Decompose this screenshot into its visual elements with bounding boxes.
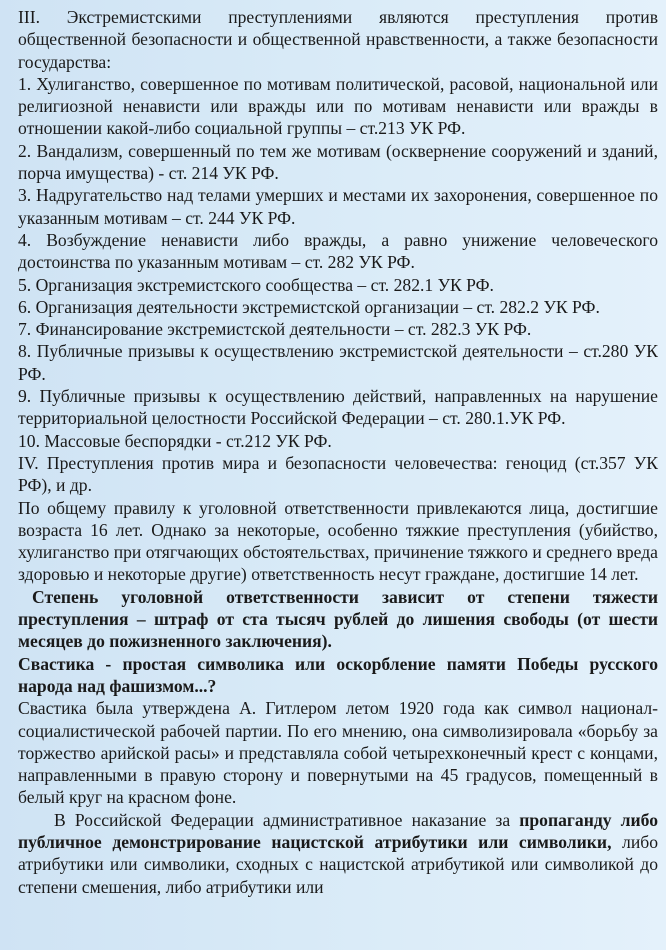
list-item-9: 9. Публичные призывы к осуществлению действий, направленных на нарушение территориальной целостности Российской Федерации – ст. 280.1.УК РФ.	[18, 386, 658, 429]
list-item-4: 4. Возбуждение ненависти либо вражды, а равно унижение человеческого достоинства по указанным мотивам – ст. 282 УК РФ.	[18, 229, 658, 273]
swastika-history-paragraph: Свастика была утверждена А. Гитлером летом 1920 года как символ национал-социалистической рабочей партии. По его мнению, она символизировала «борьбу за торжество арийской расы» и представляла собой четырехконечный крест с концами, направленными в правую сторону и повернутыми на 45 градусов, помещенный в белый круг на красном фоне.	[18, 698, 658, 808]
list-item-10: 10. Массовые беспорядки - ст.212 УК РФ.	[18, 430, 332, 451]
list-item-2: 2. Вандализм, совершенный по тем же мотивам (осквернение сооружений и зданий, порча имущества) - ст. 214 УК РФ.	[18, 140, 658, 184]
admin-text-bold: пропаганду либо публичное демонстрирование нацистской атрибутики или символики,	[18, 809, 658, 852]
swastika-heading: Свастика - простая символика или оскорбление памяти Победы русского народа над фашизмом...?	[18, 653, 658, 696]
list-item-1: 1. Хулиганство, совершенное по мотивам политической, расовой, национальной или религиозной ненависти или вражды или по мотивам ненависти или вражды в отношении какой-либо социальной группы – ст.213 УК РФ.	[18, 73, 658, 139]
list-item-6: 6. Организация деятельности экстремистской организации – ст. 282.2 УК РФ.	[18, 296, 600, 317]
administrative-punishment-paragraph	[18, 809, 658, 898]
list-item-5: 5. Организация экстремистского сообщества – ст. 282.1 УК РФ.	[18, 274, 494, 295]
list-item-3: 3. Надругательство над телами умерших и местами их захоронения, совершенное по указанным мотивам – ст. 244 УК РФ.	[18, 185, 658, 228]
section-four: IV. Преступления против мира и безопасности человечества: геноцид (ст.357 УК РФ), и др.	[18, 452, 658, 496]
admin-text-start: В Российской Федерации административное наказание за	[54, 809, 520, 830]
list-item-8: 8. Публичные призывы к осуществлению экстремистской деятельности – ст.280 УК РФ.	[18, 341, 658, 384]
list-item-7: 7. Финансирование экстремистской деятельности – ст. 282.3 УК РФ.	[18, 319, 532, 340]
admin-text-end: либо атрибутики или символики, сходных с нацистской атрибутикой или символикой до степени смешения, либо атрибутики или	[18, 831, 658, 897]
age-responsibility-paragraph: По общему правилу к уголовной ответственности привлекаются лица, достигшие возраста 16 лет. Однако за некоторые, особенно тяжкие преступления (убийство, хулиганство при отягчающих обстоятельствах, причинение тяжкого и среднего вреда здоровью и некоторые другие) ответственность несут граждане, достигшие 14 лет.	[18, 497, 658, 585]
document-page	[18, 6, 658, 898]
responsibility-degree-bold: Степень уголовной ответственности зависит от степени тяжести преступления – штраф от ста тысяч рублей до лишения свободы (от шести месяцев до пожизненного заключения).	[18, 586, 658, 652]
section-three-intro: III. Экстремистскими преступлениями являются преступления против общественной безопасности и общественной нравственности, а также безопасности государства:	[18, 7, 658, 72]
